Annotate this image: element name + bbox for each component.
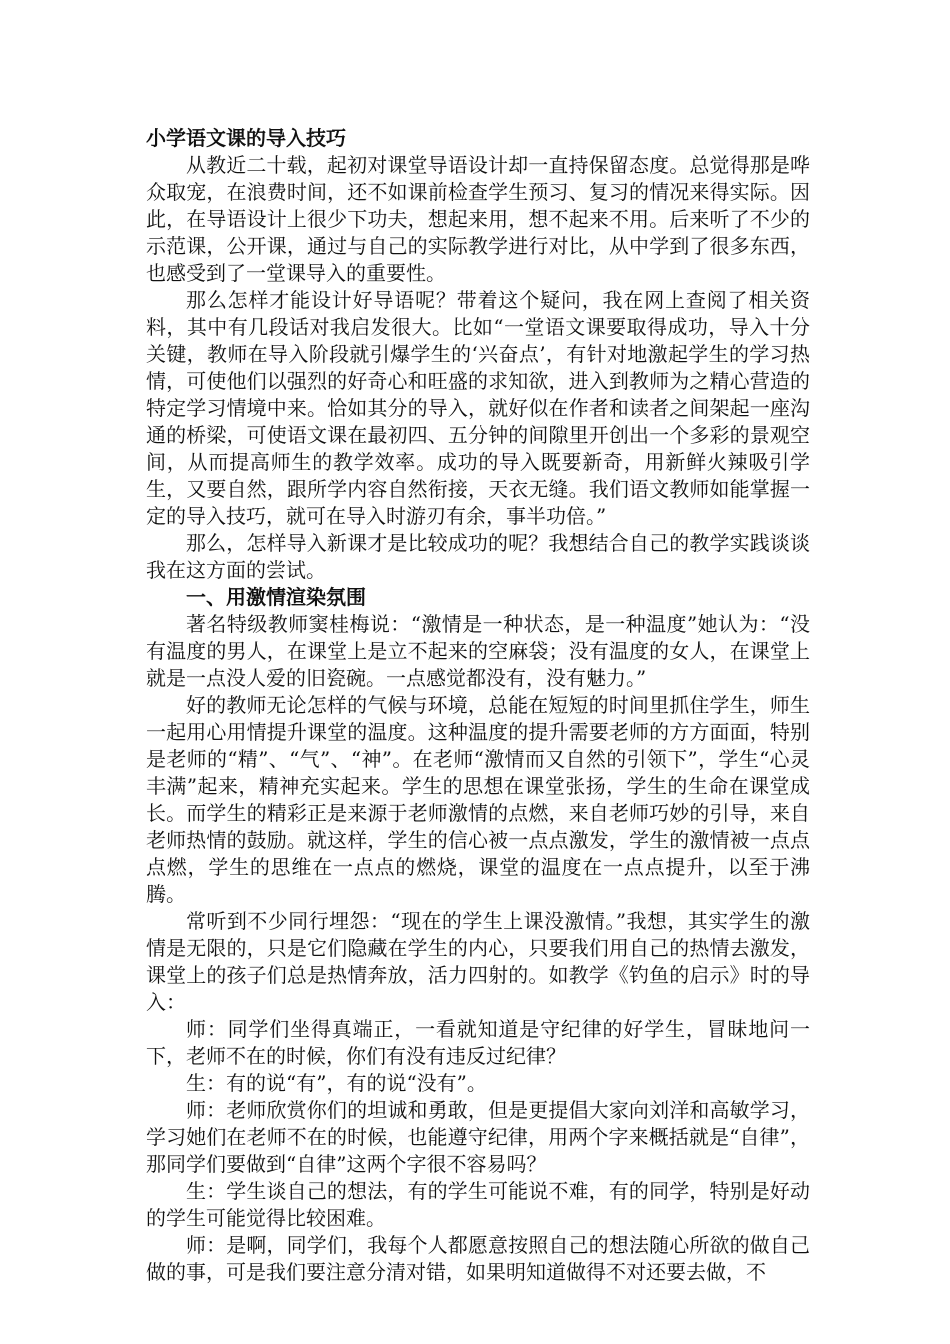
- document-title: 小学语文课的导入技巧: [146, 126, 346, 150]
- paragraph-transition: 那么，怎样导入新课才是比较成功的呢？我想结合自己的教学实践谈谈我在这方面的尝试。: [146, 531, 810, 582]
- paragraph-intro: 从教近二十载，起初对课堂导语设计却一直持保留态度。总觉得那是哗众取宠，在浪费时间，还不如课前检查学生预习、复习的情况来得实际。因此，在导语设计上很少下功夫，想起来用，想不起来不用。后来听了不少的示范课，公开课，通过与自己的实际教学进行对比，从中学到了很多东西，也感受到了一堂课导入的重要性。: [146, 153, 810, 285]
- dialogue-student-2: 生：学生谈自己的想法，有的学生可能说不难，有的同学，特别是好动的学生可能觉得比较困难。: [146, 1179, 810, 1230]
- paragraph-quote: 著名特级教师窦桂梅说：“激情是一种状态，是一种温度”她认为：“没有温度的男人，在课堂上是立不起来的空麻袋；没有温度的女人，在课堂上就是一点没人爱的旧瓷碗。一点感觉都没有，没有魅力。”: [146, 612, 810, 690]
- dialogue-teacher-2: 师：老师欣赏你们的坦诚和勇敢，但是更提倡大家向刘洋和高敏学习，学习她们在老师不在的时候，也能遵守纪律，用两个字来概括就是“自律”，那同学们要做到“自律”这两个字很不容易吗？: [146, 1098, 810, 1176]
- paragraph-complaint: 常听到不少同行埋怨：“现在的学生上课没激情。”我想，其实学生的激情是无限的，只是它们隐藏在学生的内心，只要我们用自己的热情去激发，课堂上的孩子们总是热情奔放，活力四射的。如教学《钓鱼的启示》时的导入：: [146, 909, 810, 1014]
- paragraph-question: 那么怎样才能设计好导语呢？带着这个疑问，我在网上查阅了相关资料，其中有几段话对我启发很大。比如“一堂语文课要取得成功，导入十分关键，教师在导入阶段就引爆学生的‘兴奋点’，有针对地激起学生的学习热情，可使他们以强烈的好奇心和旺盛的求知欲，进入到教师为之精心营造的特定学习情境中来。恰如其分的导入，就好似在作者和读者之间架起一座沟通的桥梁，可使语文课在最初四、五分钟的间隙里开创出一个多彩的景观空间，从而提高师生的教学效率。成功的导入既要新奇，用新鲜火辣吸引学生，又要自然，跟所学内容自然衔接，天衣无缝。我们语文教师如能掌握一定的导入技巧，就可在导入时游刃有余，事半功倍。”: [146, 288, 810, 528]
- dialogue-teacher-3: 师：是啊，同学们，我每个人都愿意按照自己的想法随心所欲的做自己做的事，可是我们要注意分清对错，如果明知道做得不对还要去做，不: [146, 1233, 810, 1284]
- paragraph-good-teacher: 好的教师无论怎样的气候与环境，总能在短短的时间里抓住学生，师生一起用心用情提升课堂的温度。这种温度的提升需要老师的方方面面，特别是老师的“精”、“气”、“神”。在老师“激情而又自然的引领下”，学生“心灵丰满”起来，精神充实起来。学生的思想在课堂张扬，学生的生命在课堂成长。而学生的精彩正是来源于老师激情的点燃，来自老师巧妙的引导，来自老师热情的鼓励。就这样，学生的信心被一点点激发，学生的激情被一点点点燃，学生的思维在一点点的燃烧，课堂的温度在一点点提升，以至于沸腾。: [146, 693, 810, 906]
- dialogue-teacher-1: 师：同学们坐得真端正，一看就知道是守纪律的好学生，冒昧地问一下，老师不在的时候，你们有没有违反过纪律？: [146, 1017, 810, 1068]
- dialogue-student-1: 生：有的说“有”，有的说“没有”。: [186, 1071, 487, 1095]
- section-heading: 一、用激情渲染氛围: [186, 585, 366, 609]
- document-page: [146, 125, 810, 1286]
